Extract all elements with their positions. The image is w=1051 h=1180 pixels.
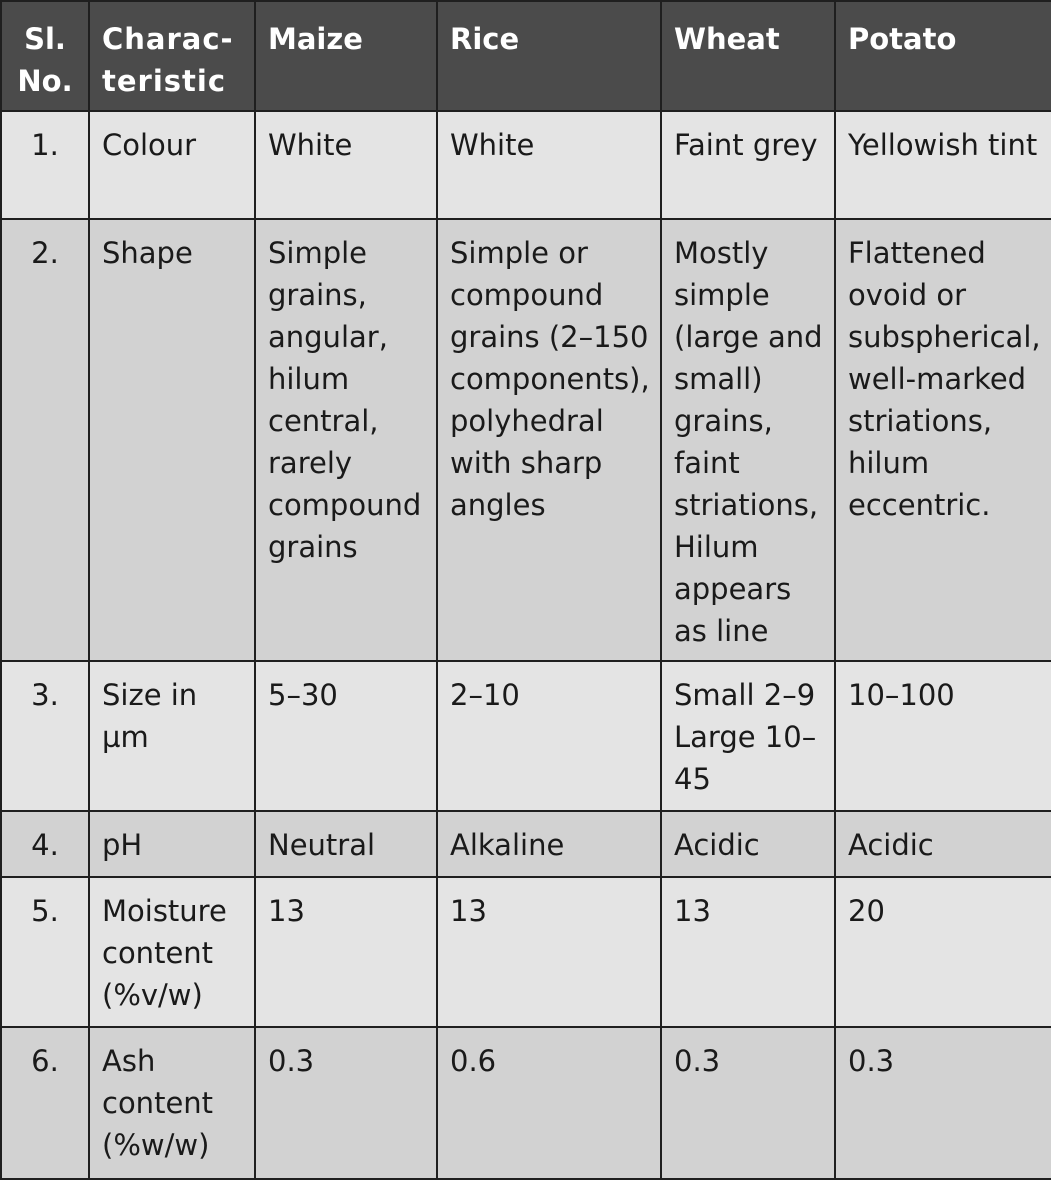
cell-potato: 0.3 — [835, 1027, 1051, 1179]
cell-characteristic: Moisture content (%v/w) — [89, 877, 255, 1027]
cell-sl-no: 2. — [1, 219, 89, 661]
cell-characteristic: Shape — [89, 219, 255, 661]
cell-rice: White — [437, 111, 661, 219]
table-row — [1, 219, 1051, 661]
cell-wheat: 0.3 — [661, 1027, 835, 1179]
cell-wheat: Mostly simple (large and small) grains, faint striations, Hilum appears as line — [661, 219, 835, 661]
cell-wheat: 13 — [661, 877, 835, 1027]
cell-characteristic: pH — [89, 811, 255, 877]
cell-wheat: Faint grey — [661, 111, 835, 219]
table-row — [1, 661, 1051, 811]
cell-maize: 13 — [255, 877, 437, 1027]
cell-rice: Simple or compound grains (2–150 components), polyhedral with sharp angles — [437, 219, 661, 661]
header-characteristic: Charac- teristic — [89, 1, 255, 111]
table-row — [1, 111, 1051, 219]
cell-characteristic: Size in µm — [89, 661, 255, 811]
cell-potato: Yellowish tint — [835, 111, 1051, 219]
cell-characteristic: Ash content (%w/w) — [89, 1027, 255, 1179]
header-rice: Rice — [437, 1, 661, 111]
header-wheat: Wheat — [661, 1, 835, 111]
header-maize: Maize — [255, 1, 437, 111]
cell-potato: Flattened ovoid or subspherical, well-marked striations, hilum eccentric. — [835, 219, 1051, 661]
cell-potato: Acidic — [835, 811, 1051, 877]
cell-characteristic: Colour — [89, 111, 255, 219]
cell-wheat: Acidic — [661, 811, 835, 877]
cell-maize: 0.3 — [255, 1027, 437, 1179]
cell-maize: Simple grains, angular, hilum central, rarely compound grains — [255, 219, 437, 661]
header-row — [1, 1, 1051, 111]
cell-potato: 10–100 — [835, 661, 1051, 811]
cell-wheat: Small 2–9 Large 10–45 — [661, 661, 835, 811]
cell-maize: 5–30 — [255, 661, 437, 811]
cell-potato: 20 — [835, 877, 1051, 1027]
cell-sl-no: 6. — [1, 1027, 89, 1179]
cell-sl-no: 1. — [1, 111, 89, 219]
cell-sl-no: 4. — [1, 811, 89, 877]
cell-maize: White — [255, 111, 437, 219]
cell-sl-no: 3. — [1, 661, 89, 811]
cell-rice: Alkaline — [437, 811, 661, 877]
header-potato: Potato — [835, 1, 1051, 111]
table-row — [1, 1027, 1051, 1179]
cell-rice: 2–10 — [437, 661, 661, 811]
cell-sl-no: 5. — [1, 877, 89, 1027]
header-sl-no: Sl. No. — [1, 1, 89, 111]
table-row — [1, 877, 1051, 1027]
cell-rice: 0.6 — [437, 1027, 661, 1179]
cell-maize: Neutral — [255, 811, 437, 877]
table-row — [1, 811, 1051, 877]
cell-rice: 13 — [437, 877, 661, 1027]
